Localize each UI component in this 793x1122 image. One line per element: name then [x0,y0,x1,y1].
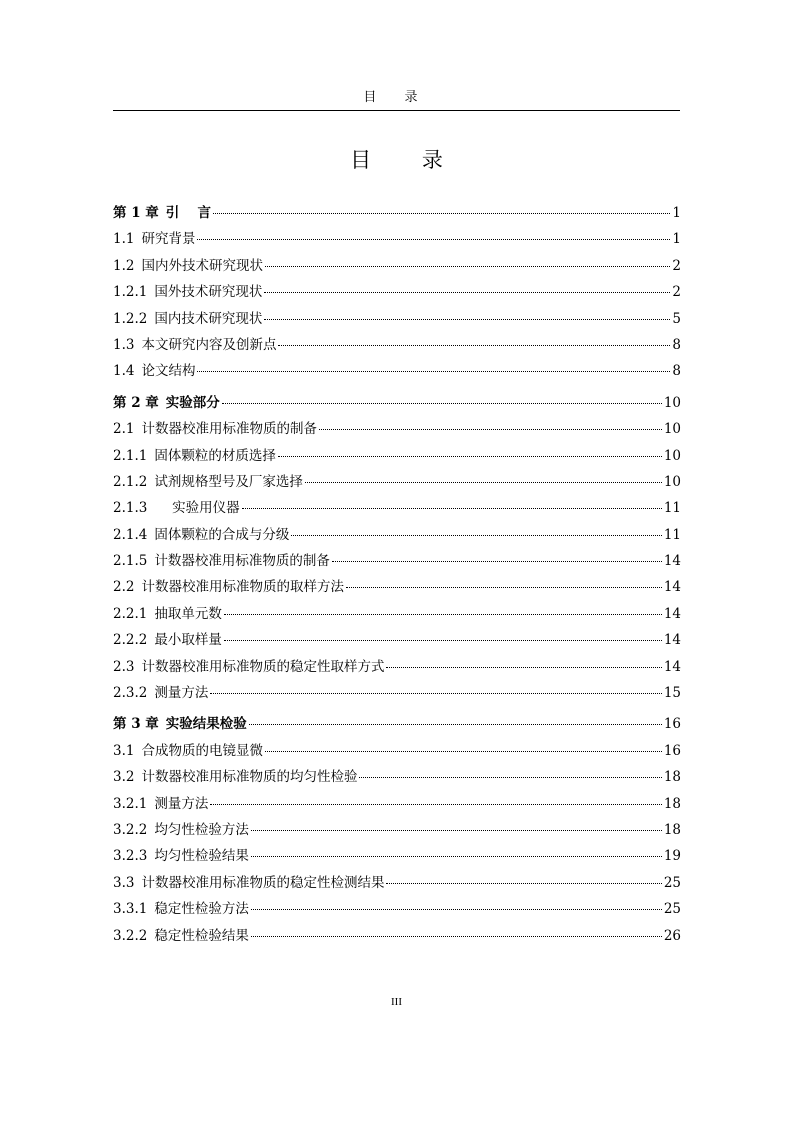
toc-entry-title: 国内技术研究现状 [154,310,263,327]
toc-section-entry[interactable] [113,843,681,869]
toc-entry-title: 测量方法 [154,685,209,702]
toc-entry-title: 实验用仪器 [154,500,240,517]
toc-entry-number: 3.3 [113,874,135,891]
toc-section-entry[interactable] [113,522,681,548]
toc-entry-number: 1.1 [113,231,135,248]
toc-entry-page: 19 [663,848,681,865]
page-title: 目 录 [350,148,465,172]
toc-entry-page: 11 [663,526,681,543]
toc-dot-leader [251,855,662,857]
toc-entry-number: 2.1.4 [113,526,148,543]
toc-section-entry[interactable] [113,226,681,252]
toc-dot-leader [210,692,661,694]
header-rule [113,110,680,111]
toc-chapter-entry[interactable] [113,200,681,226]
toc-dot-leader [222,402,662,404]
page-number: III [391,996,402,1008]
toc-section-entry[interactable] [113,791,681,817]
toc-entry-number: 2.2 [113,579,135,596]
toc-entry-number: 3.3.1 [113,901,148,918]
toc-entry-title: 计数器校准用标准物质的制备 [154,553,330,570]
toc-entry-title: 计数器校准用标准物质的稳定性取样方式 [141,658,385,675]
toc-entry-title: 固体颗粒的合成与分级 [154,526,290,543]
toc-entry-title: 实验结果检验 [165,716,247,733]
toc-entry-title: 国内外技术研究现状 [141,257,263,274]
toc-dot-leader [251,829,662,831]
toc-entry-page: 10 [663,473,681,490]
toc-dot-leader [305,481,662,483]
toc-entry-page: 2 [672,284,681,301]
toc-entry-number: 1.2.1 [113,284,148,301]
toc-entry-title: 稳定性检验方法 [154,901,249,918]
toc-dot-leader [332,560,662,562]
toc-section-entry[interactable] [113,253,681,279]
toc-entry-page: 16 [663,716,681,733]
toc-entry-number: 3.2.1 [113,795,148,812]
toc-section-entry[interactable] [113,332,681,358]
toc-section-entry[interactable] [113,279,681,305]
toc-entry-title: 计数器校准用标准物质的取样方法 [141,579,344,596]
toc-dot-leader [197,238,670,240]
toc-entry-page: 14 [663,658,681,675]
toc-entry-number: 2.1.3 [113,500,148,517]
toc-entry-number: 2.2.2 [113,632,148,649]
toc-entry-number: 2.1.2 [113,473,148,490]
toc-entry-title: 论文结构 [141,363,196,380]
toc-entry-page: 8 [672,336,681,353]
toc-dot-leader [242,507,662,509]
toc-entry-page: 14 [663,632,681,649]
toc-entry-page: 18 [663,821,681,838]
toc-section-entry[interactable] [113,654,681,680]
toc-dot-leader [265,265,670,267]
toc-entry-title: 国外技术研究现状 [154,284,263,301]
toc-entry-page: 18 [663,795,681,812]
toc-entry-title: 合成物质的电镜显微 [141,742,263,759]
toc-dot-leader [264,291,670,293]
toc-entry-number: 第 3 章 [113,716,159,733]
toc-entry-title: 均匀性检验方法 [154,821,249,838]
toc-section-entry[interactable] [113,738,681,764]
toc-section-entry[interactable] [113,601,681,627]
toc-entry-title: 最小取样量 [154,632,222,649]
toc-entry-page: 10 [663,421,681,438]
toc-entry-number: 2.1.1 [113,447,148,464]
toc-dot-leader [251,935,662,937]
toc-chapter-entry[interactable] [113,390,681,416]
toc-entry-page: 5 [672,310,681,327]
toc-entry-title: 计数器校准用标准物质的稳定性检测结果 [141,874,385,891]
toc-entry-page: 14 [663,553,681,570]
toc-entry-number: 3.2.2 [113,927,148,944]
toc-entry-title: 研究背景 [141,231,196,248]
toc-dot-leader [197,370,670,372]
toc-dot-leader [210,803,661,805]
toc-entry-title: 试剂规格型号及厂家选择 [154,473,303,490]
toc-dot-leader [346,586,662,588]
toc-section-entry[interactable] [113,306,681,332]
toc-entry-number: 2.1.5 [113,553,148,570]
toc-dot-leader [319,428,662,430]
toc-entry-number: 3.2.3 [113,848,148,865]
toc-entry-title: 均匀性检验结果 [154,848,249,865]
toc-dot-leader [359,776,661,778]
toc-section-entry[interactable] [113,443,681,469]
toc-entry-title: 测量方法 [154,795,209,812]
toc-entry-title: 实验部分 [165,394,220,411]
toc-entry-title: 计数器校准用标准物质的制备 [141,421,317,438]
toc-section-entry[interactable] [113,495,681,521]
toc-entry-number: 2.3 [113,658,135,675]
toc-entry-title: 本文研究内容及创新点 [141,336,277,353]
toc-entry-page: 10 [663,394,681,411]
toc-entry-number: 1.4 [113,363,135,380]
toc-chapter-entry[interactable] [113,711,681,737]
toc-entry-page: 25 [663,901,681,918]
toc-section-entry[interactable] [113,574,681,600]
table-of-contents [113,200,681,949]
toc-dot-leader [386,666,661,668]
toc-entry-title: 稳定性检验结果 [154,927,249,944]
toc-dot-leader [249,723,662,725]
toc-dot-leader [264,318,670,320]
toc-entry-page: 10 [663,447,681,464]
toc-section-entry[interactable] [113,469,681,495]
toc-section-entry[interactable] [113,358,681,384]
toc-entry-page: 14 [663,605,681,622]
toc-entry-page: 25 [663,874,681,891]
toc-entry-page: 15 [663,685,681,702]
toc-entry-number: 1.3 [113,336,135,353]
toc-dot-leader [224,613,662,615]
toc-section-entry[interactable] [113,680,681,706]
toc-dot-leader [224,639,662,641]
toc-entry-page: 2 [672,257,681,274]
toc-entry-page: 18 [663,769,681,786]
toc-entry-page: 11 [663,500,681,517]
toc-entry-page: 1 [672,231,681,248]
toc-section-entry[interactable] [113,764,681,790]
toc-entry-number: 1.2 [113,257,135,274]
toc-entry-number: 第 2 章 [113,394,159,411]
toc-section-entry[interactable] [113,870,681,896]
toc-entry-number: 2.3.2 [113,685,148,702]
toc-entry-title: 抽取单元数 [154,605,222,622]
toc-dot-leader [386,882,661,884]
toc-entry-number: 3.2 [113,769,135,786]
toc-dot-leader [278,455,662,457]
toc-entry-page: 26 [663,927,681,944]
toc-entry-number: 第 1 章 [113,205,159,221]
toc-section-entry[interactable] [113,627,681,653]
toc-entry-title: 引 言 [165,205,211,221]
toc-section-entry[interactable] [113,923,681,949]
toc-dot-leader [213,212,670,214]
toc-section-entry[interactable] [113,896,681,922]
toc-entry-number: 2.2.1 [113,605,148,622]
toc-entry-title: 计数器校准用标准物质的均匀性检验 [141,769,358,786]
toc-dot-leader [278,344,670,346]
toc-entry-number: 1.2.2 [113,310,148,327]
toc-entry-page: 8 [672,363,681,380]
running-header: 目 录 [363,90,430,105]
toc-dot-leader [265,750,662,752]
toc-section-entry[interactable] [113,416,681,442]
toc-section-entry[interactable] [113,548,681,574]
toc-entry-title: 固体颗粒的材质选择 [154,447,276,464]
toc-entry-page: 14 [663,579,681,596]
toc-dot-leader [291,534,661,536]
toc-entry-number: 3.2.2 [113,821,148,838]
toc-dot-leader [251,908,662,910]
toc-section-entry[interactable] [113,817,681,843]
toc-entry-number: 3.1 [113,742,135,759]
toc-entry-page: 1 [672,205,681,221]
toc-entry-page: 16 [663,742,681,759]
toc-entry-number: 2.1 [113,421,135,438]
